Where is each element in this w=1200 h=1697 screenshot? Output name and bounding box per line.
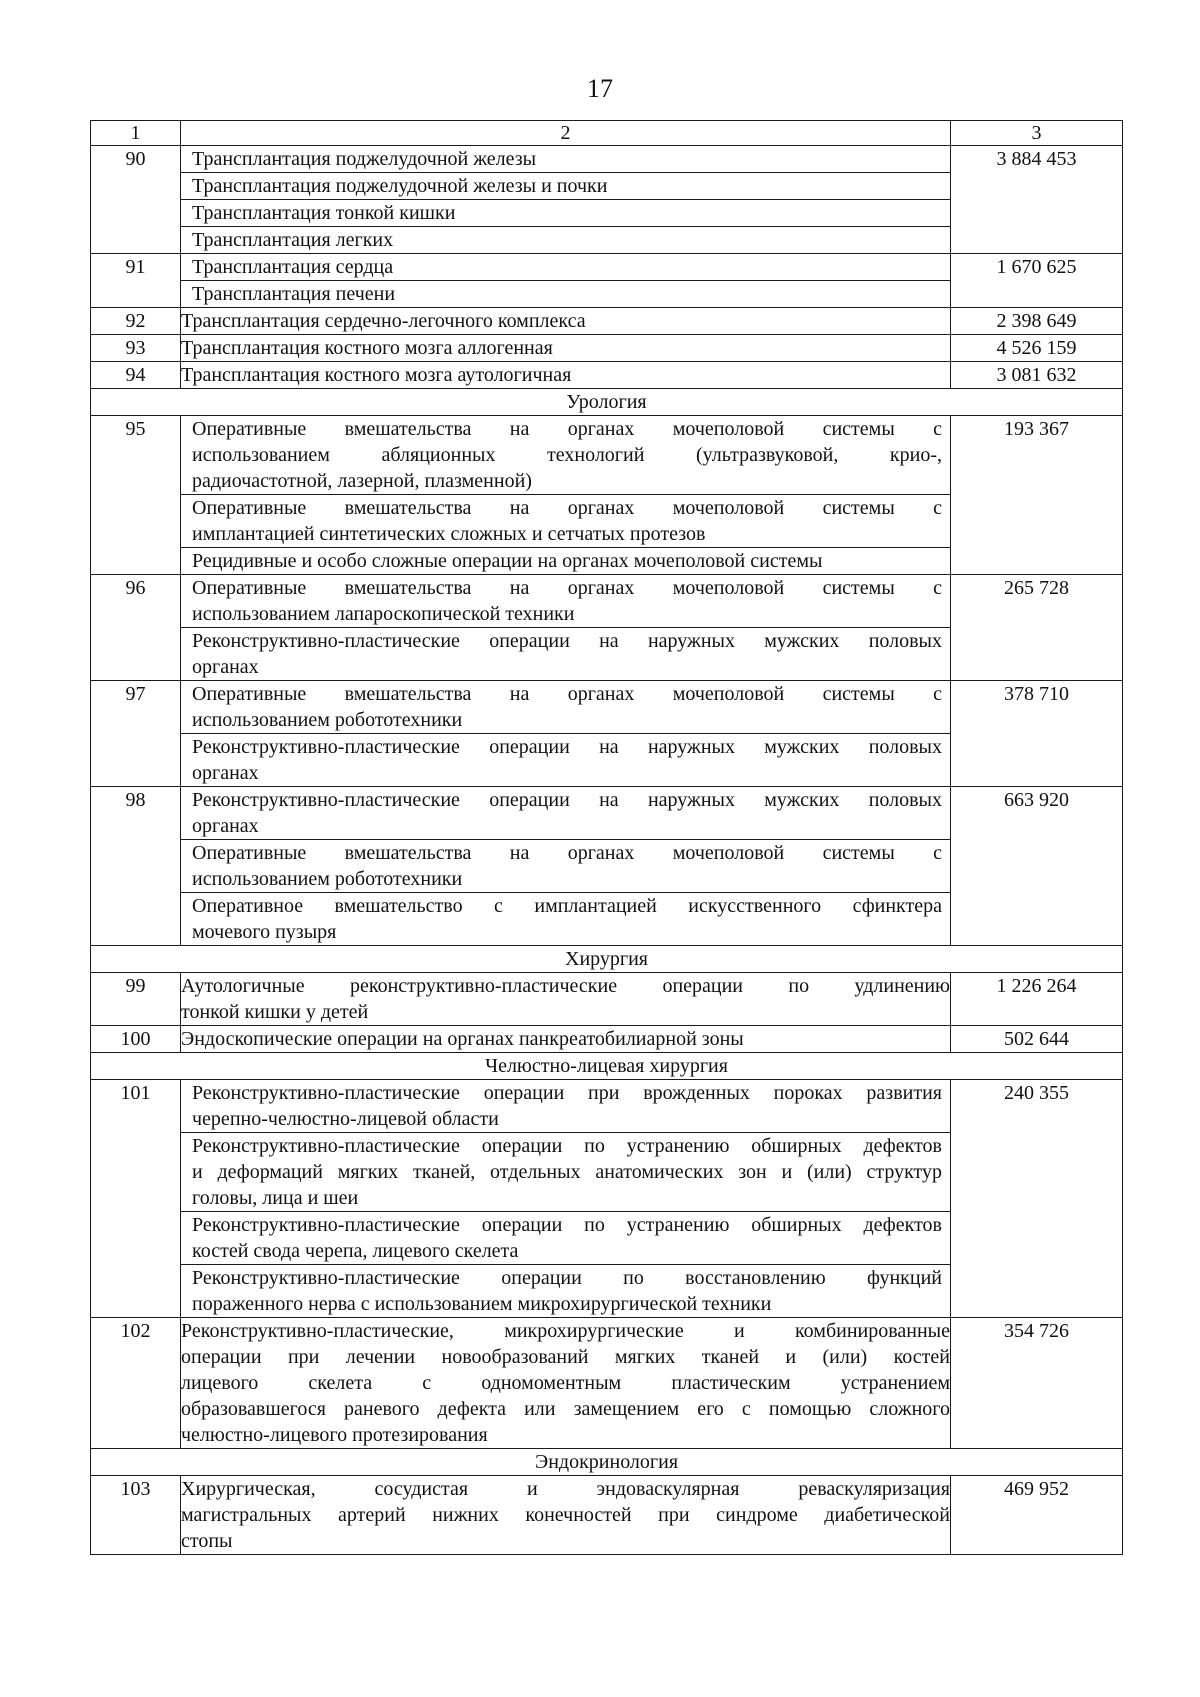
section-row xyxy=(91,389,1123,416)
procedure-line: Оперативные вмешательства на органах мочеполовой системы с xyxy=(192,497,942,519)
table-row xyxy=(91,973,1123,1026)
procedure-entry xyxy=(181,575,950,627)
row-price: 469 952 xyxy=(951,1476,1123,1555)
table-row xyxy=(91,254,1123,308)
procedure-line: Трансплантация поджелудочной железы и почки xyxy=(192,175,608,197)
procedure-entry xyxy=(181,416,950,494)
section-title: Челюстно-лицевая хирургия xyxy=(91,1053,1123,1080)
procedure-line: Реконструктивно-пластические операции на наружных мужских половых xyxy=(192,789,942,811)
row-number: 97 xyxy=(91,681,181,787)
row-price: 265 728 xyxy=(951,575,1123,681)
procedure-line: Оперативное вмешательство с имплантацией искусственного сфинктера xyxy=(192,895,942,917)
procedure-line: головы, лица и шеи xyxy=(192,1187,359,1209)
row-number: 99 xyxy=(91,973,181,1026)
procedure-entry xyxy=(181,254,950,280)
row-description xyxy=(181,1476,951,1555)
row-number: 92 xyxy=(91,308,181,335)
row-price: 240 355 xyxy=(951,1080,1123,1318)
row-number: 90 xyxy=(91,146,181,254)
row-description xyxy=(181,575,951,681)
procedure-line: Реконструктивно-пластические операции по восстановлению функций xyxy=(192,1267,942,1289)
row-description xyxy=(181,1026,951,1053)
procedure-line: Трансплантация поджелудочной железы xyxy=(192,148,537,170)
row-number: 91 xyxy=(91,254,181,308)
page-number: 17 xyxy=(587,74,613,103)
row-description xyxy=(181,681,951,787)
procedure-line: Реконструктивно-пластические операции по устранению обширных дефектов xyxy=(192,1135,942,1157)
procedure-line: органах xyxy=(192,815,259,837)
procedure-line: пораженного нерва с использованием микрохирургической техники xyxy=(192,1293,772,1315)
header-col-2: 2 xyxy=(181,121,951,146)
procedure-line: Оперативные вмешательства на органах мочеполовой системы с xyxy=(192,418,942,440)
procedure-line: Трансплантация сердца xyxy=(192,256,394,278)
row-number: 101 xyxy=(91,1080,181,1318)
section-row xyxy=(91,946,1123,973)
procedure-entry xyxy=(181,172,950,199)
procedure-line: Оперативные вмешательства на органах мочеполовой системы с xyxy=(192,577,942,599)
row-number: 102 xyxy=(91,1318,181,1449)
table-row xyxy=(91,1080,1123,1318)
row-price: 502 644 xyxy=(951,1026,1123,1053)
row-number: 96 xyxy=(91,575,181,681)
row-price: 354 726 xyxy=(951,1318,1123,1449)
table-row xyxy=(91,362,1123,389)
procedure-line: и деформаций мягких тканей, отдельных анатомических зон и (или) структур xyxy=(192,1161,942,1183)
procedure-line: Трансплантация сердечно-легочного комплекса xyxy=(181,310,586,332)
procedure-entry xyxy=(181,226,950,253)
procedure-line: Хирургическая, сосудистая и эндоваскулярная реваскуляризация xyxy=(181,1478,950,1500)
table-header-row xyxy=(91,121,1123,146)
row-description xyxy=(181,308,951,335)
row-number: 98 xyxy=(91,787,181,946)
procedure-line: имплантацией синтетических сложных и сетчатых протезов xyxy=(192,523,706,545)
row-description xyxy=(181,1318,951,1449)
header-col-3: 3 xyxy=(951,121,1123,146)
procedure-line: Трансплантация печени xyxy=(192,283,396,305)
row-price: 1 226 264 xyxy=(951,973,1123,1026)
section-title: Эндокринология xyxy=(91,1449,1123,1476)
procedure-line: тонкой кишки у детей xyxy=(181,1001,369,1023)
section-row xyxy=(91,1449,1123,1476)
table-row xyxy=(91,575,1123,681)
procedure-line: Трансплантация легких xyxy=(192,229,394,251)
row-number: 93 xyxy=(91,335,181,362)
procedure-line: Эндоскопические операции на органах панкреатобилиарной зоны xyxy=(181,1028,744,1050)
procedure-line: использованием лапароскопической техники xyxy=(192,603,575,625)
row-price: 378 710 xyxy=(951,681,1123,787)
table-row xyxy=(91,1026,1123,1053)
procedure-line: использованием абляционных технологий (ультразвуковой, крио-, xyxy=(192,444,942,466)
row-description xyxy=(181,416,951,575)
section-title: Хирургия xyxy=(91,946,1123,973)
procedure-line: Рецидивные и особо сложные операции на органах мочеполовой системы xyxy=(192,550,823,572)
table-row xyxy=(91,308,1123,335)
procedure-line: Реконструктивно-пластические операции по устранению обширных дефектов xyxy=(192,1214,942,1236)
procedure-line: использованием робототехники xyxy=(192,709,463,731)
row-number: 95 xyxy=(91,416,181,575)
row-number: 94 xyxy=(91,362,181,389)
price-table xyxy=(90,120,1123,1555)
table-row xyxy=(91,416,1123,575)
procedure-entry xyxy=(181,280,950,307)
procedure-entry xyxy=(181,1132,950,1211)
row-description xyxy=(181,146,951,254)
procedure-line: Реконструктивно-пластические операции при врожденных пороках развития xyxy=(192,1082,942,1104)
procedure-line: Трансплантация тонкой кишки xyxy=(192,202,456,224)
procedure-line: Оперативные вмешательства на органах мочеполовой системы с xyxy=(192,683,942,705)
row-description xyxy=(181,362,951,389)
procedure-line: операции при лечении новообразований мягких тканей и (или) костей xyxy=(181,1346,950,1368)
procedure-entry xyxy=(181,547,950,574)
procedure-line: Реконструктивно-пластические операции на наружных мужских половых xyxy=(192,630,942,652)
procedure-line: Реконструктивно-пластические операции на наружных мужских половых xyxy=(192,736,942,758)
procedure-entry xyxy=(181,627,950,680)
procedure-line: лицевого скелета с одномоментным пластическим устранением xyxy=(181,1372,950,1394)
table-row xyxy=(91,146,1123,254)
procedure-line: использованием робототехники xyxy=(192,868,463,890)
row-price: 193 367 xyxy=(951,416,1123,575)
procedure-line: Оперативные вмешательства на органах мочеполовой системы с xyxy=(192,842,942,864)
procedure-entry xyxy=(181,681,950,733)
procedure-line: органах xyxy=(192,656,259,678)
header-col-1: 1 xyxy=(91,121,181,146)
procedure-line: черепно-челюстно-лицевой области xyxy=(192,1108,499,1130)
row-price: 2 398 649 xyxy=(951,308,1123,335)
procedure-entry xyxy=(181,199,950,226)
procedure-line: органах xyxy=(192,762,259,784)
row-description xyxy=(181,973,951,1026)
row-price: 4 526 159 xyxy=(951,335,1123,362)
procedure-line: Трансплантация костного мозга аллогенная xyxy=(181,337,553,359)
procedure-line: образовавшегося раневого дефекта или замещением его с помощью сложного xyxy=(181,1398,950,1420)
row-number: 103 xyxy=(91,1476,181,1555)
procedure-entry xyxy=(181,146,950,172)
procedure-line: челюстно-лицевого протезирования xyxy=(181,1424,488,1446)
row-description xyxy=(181,1080,951,1318)
row-description xyxy=(181,335,951,362)
procedure-entry xyxy=(181,892,950,945)
table-row xyxy=(91,1318,1123,1449)
table-row xyxy=(91,787,1123,946)
section-title: Урология xyxy=(91,389,1123,416)
procedure-line: Трансплантация костного мозга аутологичная xyxy=(181,364,572,386)
procedure-entry xyxy=(181,733,950,786)
row-description xyxy=(181,787,951,946)
row-price: 3 081 632 xyxy=(951,362,1123,389)
procedure-entry xyxy=(181,1211,950,1264)
procedure-line: стопы xyxy=(181,1530,233,1552)
procedure-entry xyxy=(181,1080,950,1132)
row-price: 1 670 625 xyxy=(951,254,1123,308)
table-row xyxy=(91,1476,1123,1555)
procedure-line: магистральных артерий нижних конечностей при синдроме диабетической xyxy=(181,1504,950,1526)
procedure-line: костей свода черепа, лицевого скелета xyxy=(192,1240,519,1262)
procedure-line: мочевого пузыря xyxy=(192,921,337,943)
row-price: 663 920 xyxy=(951,787,1123,946)
section-row xyxy=(91,1053,1123,1080)
procedure-entry xyxy=(181,494,950,547)
row-description xyxy=(181,254,951,308)
procedure-line: Аутологичные реконструктивно-пластические операции по удлинению xyxy=(181,975,950,997)
procedure-line: Реконструктивно-пластические, микрохирургические и комбинированные xyxy=(181,1320,950,1342)
procedure-line: радиочастотной, лазерной, плазменной) xyxy=(192,470,532,492)
procedure-entry xyxy=(181,839,950,892)
procedure-entry xyxy=(181,1264,950,1317)
row-number: 100 xyxy=(91,1026,181,1053)
table-row xyxy=(91,681,1123,787)
row-price: 3 884 453 xyxy=(951,146,1123,254)
table-row xyxy=(91,335,1123,362)
procedure-entry xyxy=(181,787,950,839)
